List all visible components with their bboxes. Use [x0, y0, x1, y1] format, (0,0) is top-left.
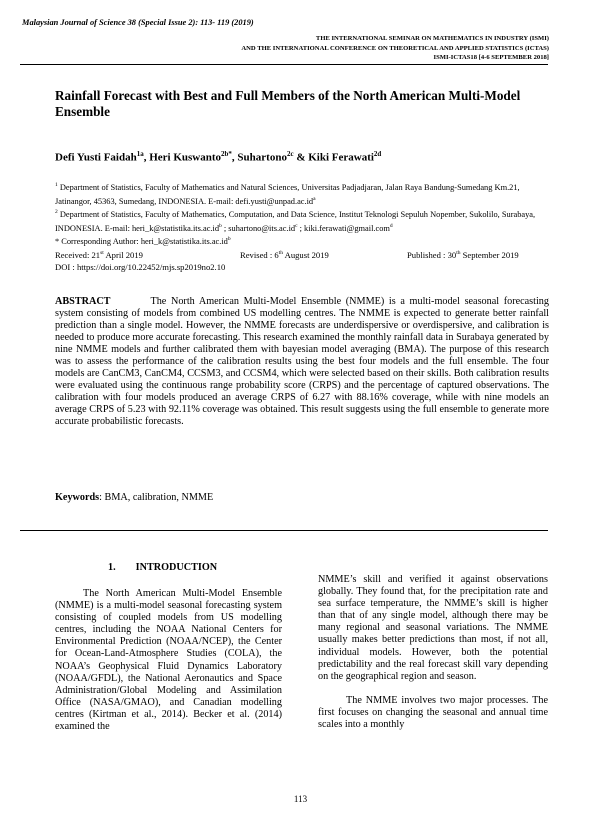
revised-month: August 2019	[282, 250, 329, 260]
seminar-line-2: AND THE INTERNATIONAL CONFERENCE ON THEORETICAL AND APPLIED STATISTICS (ICTAS)	[241, 44, 549, 52]
body-column-left	[55, 588, 282, 733]
email-marker: d	[389, 222, 393, 229]
author-affiliation-marker: 2c	[286, 150, 294, 158]
affiliation-2	[55, 207, 550, 234]
body-paragraph: NMME’s skill and verified it against observations globally. They found that, for the precipitation rate and sea surface temperature, the NMME’s skill is higher than that of any single model, although there may be many regional and seasonal variations. The NMME usually makes better predictions than most, if not all, individual models. However, both the potential predictability and the real forecast skill vary depending on the geographical region and season.	[318, 574, 548, 682]
published-date	[407, 250, 519, 260]
affiliation-text: Department of Statistics, Faculty of Mathematics, Computation, and Data Science, Institut Teknologi Sepuluh Nopember, Sukolilo, Surabaya, INDONESIA. E-mail: heri_k@statistika.its.ac.id	[55, 209, 536, 233]
doi[interactable]: DOI : https://doi.org/10.22452/mjs.sp2019no2.10	[55, 262, 226, 272]
abstract-heading: ABSTRACT	[55, 296, 111, 307]
ordinal-suffix: th	[456, 250, 461, 257]
published-label: Published : 30	[407, 250, 457, 260]
received-month: April 2019	[103, 250, 143, 260]
section-heading	[108, 562, 217, 573]
corresponding-author	[55, 234, 550, 248]
keywords-text: : BMA, calibration, NMME	[99, 492, 214, 503]
author-affiliation-marker: 2b*	[221, 150, 232, 158]
author-affiliation-marker: 1a	[136, 150, 144, 158]
section-number: 1.	[108, 562, 116, 573]
author-separator: &	[293, 151, 309, 164]
affiliation-text: Department of Statistics, Faculty of Mathematics and Natural Sciences, Universitas Padjadjaran, Jalan Raya Bandung-Sumedang Km.21, Jatinangor, 45363, Sumedang, INDONESIA. E-mail: defi.yusti@unpad.ac.id	[55, 182, 520, 206]
section-title: INTRODUCTION	[135, 562, 218, 573]
keywords-label: Keywords	[55, 492, 100, 503]
header-divider	[20, 64, 548, 65]
affiliations	[55, 180, 550, 248]
abstract-divider	[20, 530, 548, 531]
corresponding-text: * Corresponding Author: heri_k@statistika.its.ac.id	[55, 237, 228, 247]
keywords	[55, 492, 213, 503]
body-column-right	[318, 574, 548, 731]
published-month: September 2019	[460, 250, 519, 260]
author-name: Defi Yusti Faidah	[55, 151, 137, 164]
abstract	[55, 296, 549, 429]
author-name: Suhartono	[237, 151, 287, 164]
author-list	[55, 150, 381, 164]
email-marker: b	[219, 222, 222, 229]
ordinal-suffix: st	[100, 250, 104, 257]
affiliation-marker: 2	[55, 209, 58, 216]
ordinal-suffix: th	[278, 250, 283, 257]
received-date	[55, 250, 143, 260]
abstract-text: The North American Multi-Model Ensemble (NMME) is a multi-model seasonal forecasting system consisting of models from combined US modelling centres. The NMME is expected to generate better rainfall prediction than a single model. However, the NMME forecasts are underdispersive or overdispersive, and calibration is needed to produce more accurate forecasting. This research examined the monthly rainfall data in Surabaya generated by nine NMME models and further calibrated them with bayesian model averaging (BMA). The purpose of this research was to assess the performance of the calibration results using the best four models and the full ensemble. The four models are CanCM3, CanCM4, CCSM3, and CCSM4, which were selected based on their skills. Both calibration results were evaluated using the continuous range probability score (CRPS) and the percentage of captured observations. The calibration with four models produced an average CRPS of 6.27 with 88.16% coverage, while with nine models an average CRPS of 5.23 with 92.11% coverage was obtained. This result suggests using the full ensemble to generate more accurate probabilistic forecasts.	[55, 296, 549, 428]
author-affiliation-marker: 2d	[373, 150, 382, 158]
journal-citation: Malaysian Journal of Science 38 (Special Issue 2): 113- 119 (2019)	[22, 18, 254, 27]
body-paragraph: The North American Multi-Model Ensemble (NMME) is a multi-model seasonal forecasting system consisting of coupled models from US modelling centres, including the NOAA National Centers for Environmental Prediction (NOAA/NCEP), the Center for Ocean-Land-Atmosphere Studies (COLA), the NOAA’s Geophysical Fluid Dynamics Laboratory (NOAA/GFDL), the National Aeronautics and Space Administration/Global Modeling and Assimilation Office (NASA/GMAO), and Canadian modelling centres (Kirtman et al., 2014). Becker et al. (2014) examined the	[55, 588, 282, 733]
page-number: 113	[293, 794, 308, 804]
revised-label: Revised : 6	[240, 250, 279, 260]
paper-title: Rainfall Forecast with Best and Full Members of the North American Multi-Model Ensemble	[55, 88, 521, 120]
author-separator: ,	[143, 151, 150, 164]
email-marker: c	[295, 222, 298, 229]
affiliation-1	[55, 180, 550, 207]
revised-date	[240, 250, 329, 260]
article-dates	[55, 250, 550, 261]
seminar-line-3: ISMI-ICTAS18 [4-6 SEPTEMBER 2018]	[433, 54, 549, 62]
author-name: Kiki Ferawati	[308, 151, 374, 164]
affiliation-email: ; suhartono@its.ac.id	[221, 223, 296, 233]
seminar-header	[129, 34, 549, 63]
received-label: Received: 21	[55, 250, 101, 260]
email-marker: a	[313, 195, 316, 202]
author-name: Heri Kuswanto	[149, 151, 222, 164]
affiliation-email: ; kiki.ferawati@gmail.com	[297, 223, 390, 233]
affiliation-marker: 1	[55, 182, 58, 188]
email-marker: b	[227, 236, 231, 243]
seminar-line-1: THE INTERNATIONAL SEMINAR ON MATHEMATICS IN INDUSTRY (ISMI)	[315, 35, 549, 42]
author-separator: ,	[231, 151, 238, 164]
body-paragraph: The NMME involves two major processes. The first focuses on changing the seasonal and annual time scales into a monthly	[318, 694, 548, 731]
